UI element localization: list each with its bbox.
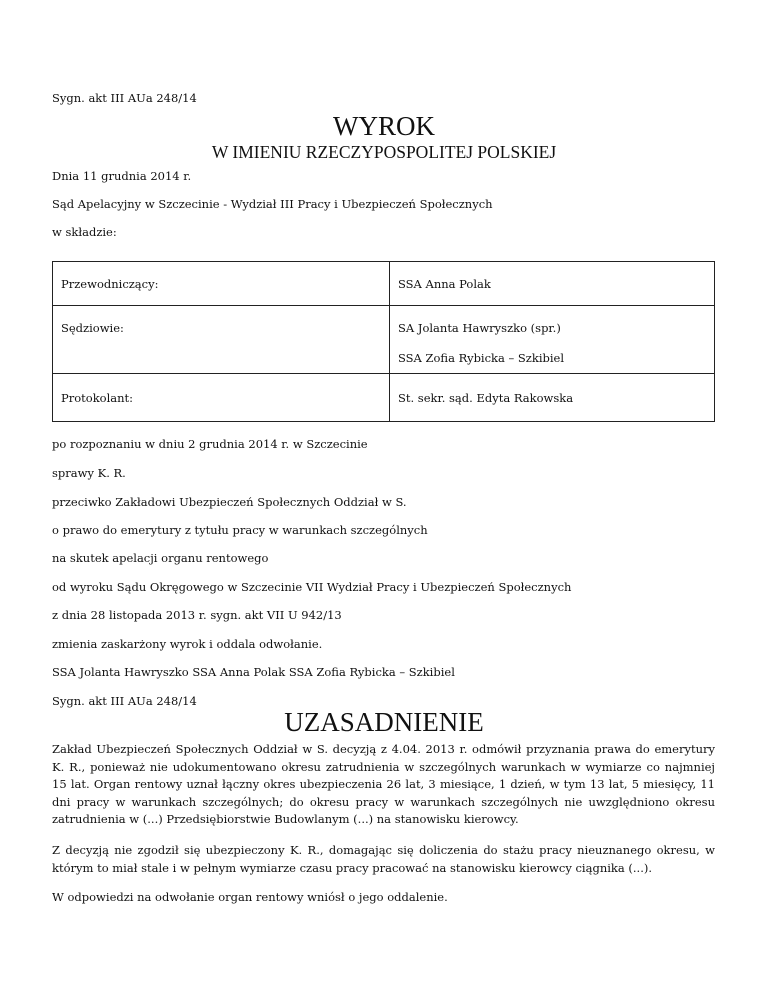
clerk-label-cell [53,374,390,422]
justification-paragraph: Z decyzją nie zgodził się ubezpieczony K. R., domagając się doliczenia do stażu pracy nieuznanego okresu, w którym to miał stale i w pełnym wymiarze czasu pracy pracować na stanowisku kierowcy ciągnika (...). [52,843,715,875]
case-number-bottom: Sygn. akt III AUa 248/14 [52,694,197,708]
judgment-title: WYROK [333,111,435,141]
body-line: sprawy K. R. [52,466,126,480]
justification-paragraph: W odpowiedzi na odwołanie organ rentowy wniósł o jego oddalenie. [52,890,448,904]
clerk-label: Protokolant: [61,391,134,405]
justification-paragraph: Zakład Ubezpieczeń Społecznych Oddział w S. decyzją z 4.04. 2013 r. odmówił przyznania prawa do emerytury K. R., ponieważ nie udokumentowano okresu zatrudnienia w szczególnych warunkach w wymiarze co najmniej 15 lat. Organ rentowy uznał łączny okres ubezpieczenia 26 lat, 3 miesiące, 1 dzień, w tym 13 lat, 5 miesięcy, 11 dni pracy w warunkach szczególnych; do okresu pracy w warunkach szczególnych nie uwzględniono okresu zatrudnienia w (...) Przedsiębiorstwie Budowlanym (...) na stanowisku kierowcy. [52,742,715,826]
body-line: o prawo do emerytury z tytułu pracy w warunkach szczególnych [52,523,428,537]
judgment-subtitle: W IMIENIU RZECZYPOSPOLITEJ POLSKIEJ [211,142,557,162]
court-composition-table [52,261,715,422]
presiding-judge-label: Przewodniczący: [61,277,159,291]
judges-label: Sędziowie: [61,321,124,335]
body-line: od wyroku Sądu Okręgowego w Szczecinie VII Wydział Pracy i Ubezpieczeń Społecznych [52,580,572,594]
signatures-line: SSA Jolanta Hawryszko SSA Anna Polak SSA Zofia Rybicka – Szkibiel [52,665,455,679]
table-row [53,262,715,306]
presiding-judge-value: SSA Anna Polak [398,277,491,291]
judgment-date: Dnia 11 grudnia 2014 r. [52,169,192,183]
composition-label: w składzie: [52,225,117,239]
clerk-value-cell [390,374,715,422]
judges-label-cell [53,306,390,374]
judge-2: SSA Zofia Rybicka – Szkibiel [398,351,565,365]
clerk-value: St. sekr. sąd. Edyta Rakowska [398,391,574,405]
body-line: po rozpoznaniu w dniu 2 grudnia 2014 r. w Szczecinie [52,437,368,451]
table-row [53,374,715,422]
body-line: przeciwko Zakładowi Ubezpieczeń Społecznych Oddział w S. [52,495,407,509]
judge-1: SA Jolanta Hawryszko (spr.) [398,321,561,335]
operative-part: zmienia zaskarżony wyrok i oddala odwołanie. [52,637,323,651]
presiding-judge-label-cell [53,262,390,306]
judges-value-cell [390,306,715,374]
table-row [53,306,715,374]
court-name: Sąd Apelacyjny w Szczecinie - Wydział III Pracy i Ubezpieczeń Społecznych [52,197,493,211]
presiding-judge-value-cell [390,262,715,306]
justification-title: UZASADNIENIE [284,707,484,737]
case-number-top: Sygn. akt III AUa 248/14 [52,91,197,105]
body-line: z dnia 28 listopada 2013 r. sygn. akt VII U 942/13 [52,608,342,622]
body-line: na skutek apelacji organu rentowego [52,551,269,565]
